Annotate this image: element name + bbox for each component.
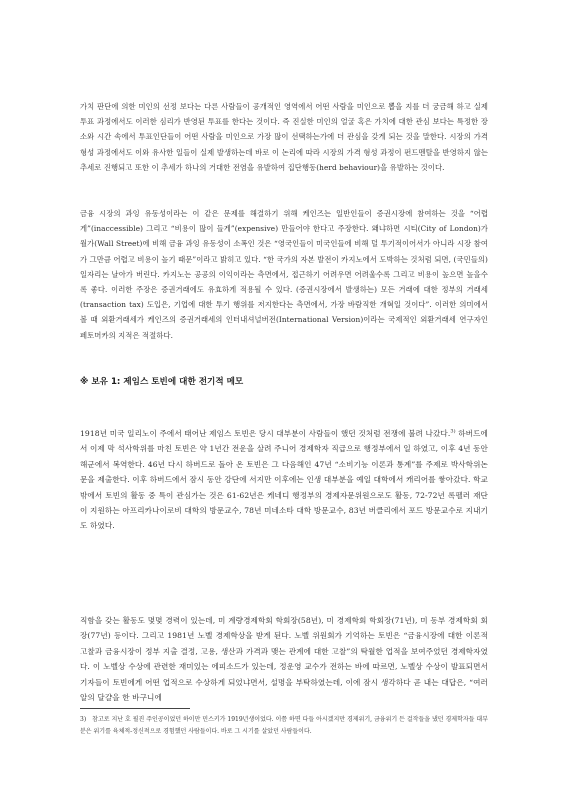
footnote-text: 참고로 지난 호 필진 주인공이었던 하이만 민스키가 1919년생이었다. 이쯤 하면 다들 아시겠지만 경제위기, 금융위기 든 걸작들을 냈던 경제학자들 대부분은 위기를 육체적-정신적으로 경험했던 사람들이다. 바로 그 시기를 살았던 사람들이다. [80,716,488,735]
paragraph-3-part-b: 하버드에서 이제 막 석사학위를 마친 토빈은 약 1년간 전운을 살려 주니어 경제학자 직급으로 행정부에서 일 하였고, 이후 4년 동안 해군에서 복역한다. 46년 다시 하버드로 돌아 온 토빈은 그 다음해인 47년 “소비기능 이론과 통계”를 주제로 박사학위논문을 제출한다. 이후 하버드에서 잠시 동안 강단에 서지만 이후에는 인생 대부분을 예일 대학에서 캐리어를 쌓아갔다. 학교 밖에서 토빈의 활동 중 특이 관심가는 것은 61-62년은 케네디 행정부의 경제자문위원으로도 활동, 72-72년 록펠러 재단이 지원하는 아프리카나이로비 대학의 방문교수, 78년 미네소타 대학 방문교수, 83년 버클리에서 포드 방문교수로 지내기도 하였다. [80,429,488,531]
footnote-reference[interactable]: 3) [450,428,456,435]
body-paragraph-4: 직함을 갖는 활동도 몇몇 경력이 있는데, 미 계량경제학회 학회장(58년), 미 경제학회 학회장(71년), 미 동부 경제학회 회장(77년) 등이다. 그리고 1981년 노벨 경제학상을 받게 된다. 노벨 위원회가 기억하는 토빈은 “금융시장에 대한 이론적 고찰과 금융시장이 정부 지출 결정, 고용, 생산과 가격과 맺는 관계에 대한 고찰”의 탁월한 업적을 보여주었던 경제학자였다. 이 노벨상 수상에 관련한 재미있는 에피소드가 있는데, 정운영 교수가 전하는 바에 따르면, 노벨상 수상이 발표되면서 기자들이 토빈에게 어떤 업적으로 수상하게 되었냐면서, 설명을 부탁하였는데, 이에 잠시 생각하다 곧 내는 대답은, “여러 알의 달걀을 한 바구니에 [80,616,488,703]
footnote-number: 3) [80,716,87,723]
body-paragraph-1: 가치 판단에 의한 미인의 선정 보다는 다른 사람들이 공개적인 영역에서 어떤 사람을 미인으로 뽑을 지를 더 궁금해 하고 실제 투표 과정에서도 이러한 심리가 반영된 투표를 한다는 것이다. 즉 진실한 미인의 얼굴 혹은 가치에 대한 관심 보다는 특정한 장소와 시간 속에서 투표인단들이 어떤 사람을 미인으로 가장 많이 선택하는가에 더 관심을 갖게 되는 것을 말한다. 시장의 가격형성 과정에서도 이와 유사한 일들이 실제 발생하는데 바로 이 논리에 따라 시장의 가격 형성 과정이 펀드멘탈을 반영하지 않는 추세로 진행되고 또한 이 추세가 하나의 거대한 전염을 유발하여 집단행동(herd behaviour)을 유발하는 것이다. [80,102,488,172]
body-paragraph-2: 금융 시장의 과잉 유동성이라는 이 같은 문제를 해결하기 위해 케인즈는 일반인들이 증권시장에 참여하는 것을 “어렵게”(inaccessible) 그리고 “비용이 많이 들게”(expensive) 만들어야 한다고 주장한다. 왜냐하면 시티(City of London)가 월가(Wall Street)에 비해 금융 과잉 유동성이 소폭인 것은 “영국인들이 미국인들에 비해 덜 투기적이어서가 아니라 시장 참여가 그만큼 어렵고 비용이 높기 때문”이라고 밝히고 있다. “한 국가의 자본 발전이 카지노에서 도박하는 것처럼 되면, (국민들의) 일자리는 날아가 버린다. 카지노는 공공의 이익이라는 측면에서, 접근하기 어려우면 어려울수록 그리고 비용이 높으면 높을수록 좋다. 이러한 주장은 증권거래에도 유효하게 적용될 수 있다. (증권시장에서 발생하는) 모든 거래에 대한 정부의 거래세(transaction tax) 도입은, 기업에 대한 투기 행위를 저지한다는 측면에서, 가장 바람직한 개혁일 것이다”. 이러한 의미에서 볼 때 외환거래세가 케인즈의 증권거래세의 인터내셔널버전(International Version)이라는 국제적인 외환거래세 연구자인 페토머카의 지적은 적절하다. [80,209,488,340]
paragraph-3-part-a: 1918년 미국 일리노이 주에서 태어난 제임스 토빈은 당시 대부분이 사람들이 했던 것처럼 전쟁에 불려 나갔다. [80,429,451,438]
footnote-divider [80,708,190,709]
body-paragraph-3 [80,426,488,534]
footnote [80,714,488,737]
section-heading: ※ 보유 1: 제임스 토빈에 대한 전기적 메모 [80,377,244,387]
